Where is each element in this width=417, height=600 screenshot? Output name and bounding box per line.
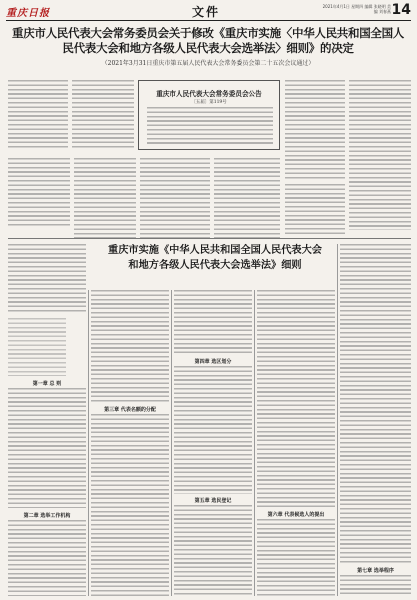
second-headline-line2: 和地方各级人民代表大会选举法》细则 bbox=[128, 260, 302, 271]
column-rule bbox=[171, 290, 172, 596]
newspaper-logo: 重庆日报 bbox=[6, 8, 50, 19]
lower-col-5b bbox=[340, 575, 411, 596]
top-body-col-2 bbox=[72, 80, 134, 150]
lower-col-3a bbox=[174, 290, 252, 355]
lower-col-3c bbox=[174, 505, 252, 596]
masthead bbox=[6, 3, 411, 21]
lower-col-5a bbox=[340, 244, 411, 564]
chapter-4-heading: 第四章 选区划分 bbox=[174, 358, 252, 365]
lower-col-3b bbox=[174, 366, 252, 494]
announcement-body bbox=[147, 107, 273, 145]
page-number: 14 bbox=[391, 2, 411, 18]
lower-col-2a bbox=[91, 290, 169, 403]
lower-intro-text bbox=[8, 244, 86, 314]
top-body-col-3 bbox=[285, 80, 345, 180]
chapter-5-heading: 第五章 选民登记 bbox=[174, 497, 252, 504]
second-headline-line1: 重庆市实施《中华人民共和国全国人民代表大会 bbox=[108, 245, 322, 256]
chapter-7-heading: 第七章 选举程序 bbox=[340, 567, 411, 574]
second-headline bbox=[90, 243, 340, 273]
column-rule bbox=[88, 290, 89, 596]
announcement-box bbox=[138, 80, 280, 150]
section-divider bbox=[8, 238, 411, 239]
section-title: 文件 bbox=[192, 5, 221, 19]
top-body-col-8 bbox=[285, 184, 345, 234]
top-body-col-4 bbox=[349, 80, 411, 230]
lower-col-2b bbox=[91, 414, 169, 596]
lower-col-4a bbox=[257, 290, 335, 508]
chapter-1-heading: 第一章 总 则 bbox=[8, 380, 86, 387]
decision-text bbox=[8, 158, 70, 228]
column-rule bbox=[337, 244, 338, 596]
top-body-col-5 bbox=[74, 158, 136, 238]
announcement-number: 〔五届〕第119号 bbox=[191, 100, 227, 105]
chapter-6-heading: 第六章 代表候选人的提出 bbox=[257, 511, 335, 518]
announcement-title: 重庆市人民代表大会常务委员会公告 bbox=[156, 90, 262, 98]
top-headline: 重庆市人民代表大会常务委员会关于修改《重庆市实施〈中华人民共和国全国人民代表大会和地方各级人民代表大会选举法〉细则》的决定 bbox=[12, 26, 404, 55]
column-rule bbox=[254, 290, 255, 596]
top-body-col-6 bbox=[140, 158, 210, 238]
chapter-2-heading: 第二章 选举工作机构 bbox=[8, 512, 86, 519]
lower-col-1b bbox=[8, 520, 86, 596]
lower-col-1a bbox=[8, 388, 86, 508]
top-subnote: （2021年3月31日重庆市第五届人民代表大会常务委员会第二十五次会议通过） bbox=[101, 60, 315, 67]
chapter-3-heading: 第三章 代表名额的分配 bbox=[91, 406, 169, 413]
dateline: 2021年4月1日 星期四 编辑 张晓明 美编 刘春燕 bbox=[322, 4, 391, 14]
lower-col-4b bbox=[257, 519, 335, 596]
top-body-col-7 bbox=[214, 158, 280, 238]
table-of-contents bbox=[8, 318, 66, 376]
top-body-col-1 bbox=[8, 80, 68, 150]
